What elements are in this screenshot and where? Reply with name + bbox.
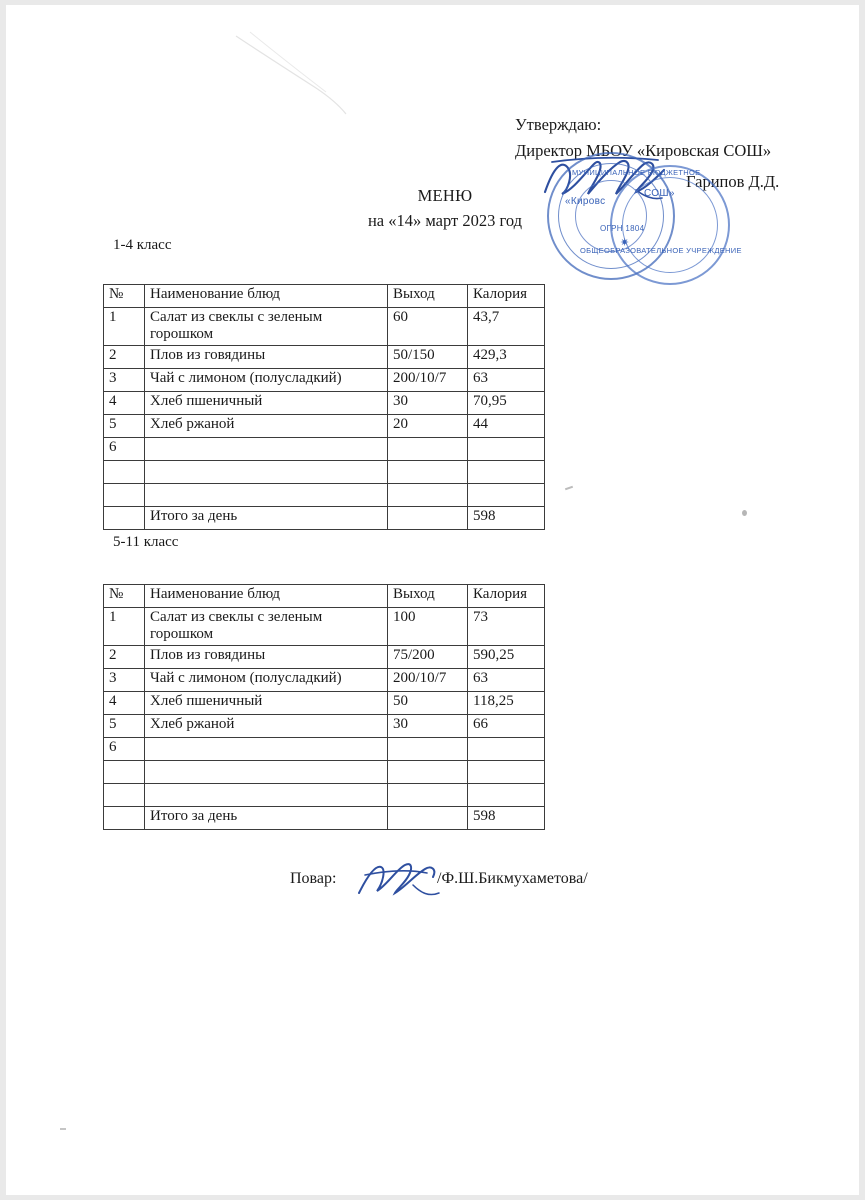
cell-calories [468,783,545,806]
cell-output: 20 [388,414,468,437]
cell-dish: Плов из говядины [145,645,388,668]
table-row [104,414,545,437]
cell-calories: 590,25 [468,645,545,668]
cell-dish: Хлеб ржаной [145,414,388,437]
page-title: МЕНЮ [417,186,473,205]
cell-dish [145,783,388,806]
column-header-calories: Калория [468,285,545,308]
total-output [388,806,468,829]
cell-output: 30 [388,714,468,737]
cell-calories [468,737,545,760]
table-header-row [104,585,545,608]
page-subtitle: на «14» март 2023 год [367,210,523,230]
cell-number: 3 [104,368,145,391]
table-row [104,737,545,760]
cook-label: Повар: [290,870,337,887]
cell-number: 1 [104,308,145,346]
approval-block [515,112,771,163]
cell-calories [468,437,545,460]
cell-number [104,760,145,783]
cell-number: 6 [104,437,145,460]
table-row [104,645,545,668]
cell-output: 50/150 [388,345,468,368]
cell-dish [145,760,388,783]
cell-number: 2 [104,345,145,368]
cell-number [104,483,145,506]
cell-calories [468,760,545,783]
stamp-org-left: «Кировс [565,196,606,207]
table-row [104,308,545,346]
table-header-row [104,285,545,308]
cell-number [104,806,145,829]
column-header-output: Выход [388,285,468,308]
scan-edge-bottom [0,1195,865,1200]
cell-calories: 44 [468,414,545,437]
cell-calories: 70,95 [468,391,545,414]
cell-output [388,760,468,783]
cell-calories: 73 [468,608,545,646]
column-header-calories: Калория [468,585,545,608]
table-row [104,668,545,691]
table-row [104,368,545,391]
scan-speck [742,510,747,516]
cell-output: 50 [388,691,468,714]
table-row [104,608,545,646]
table-row [104,437,545,460]
approval-line-2: Директор МБОУ «Кировская СОШ» [515,140,772,160]
cell-dish: Салат из свеклы с зеленым горошком [145,308,388,346]
cell-calories [468,483,545,506]
cell-dish [145,737,388,760]
cell-calories: 43,7 [468,308,545,346]
scan-edge-top [0,0,865,5]
cell-dish: Салат из свеклы с зеленым горошком [145,608,388,646]
approval-line-1: Утверждаю: [515,115,602,134]
column-header-dish: Наименование блюд [145,585,388,608]
cell-dish: Чай с лимоном (полусладкий) [145,668,388,691]
column-header-number: № [104,285,145,308]
column-header-dish: Наименование блюд [145,285,388,308]
table-row [104,483,545,506]
cell-number: 3 [104,668,145,691]
cell-output: 75/200 [388,645,468,668]
cell-dish: Хлеб пшеничный [145,691,388,714]
cell-calories: 63 [468,668,545,691]
cell-calories: 118,25 [468,691,545,714]
scan-speck [60,1128,66,1130]
table-row [104,391,545,414]
stamp-top-text: МУНИЦИПАЛЬНОЕ БЮДЖЕТНОЕ [572,168,701,177]
column-header-output: Выход [388,585,468,608]
cell-calories: 63 [468,368,545,391]
cell-output: 200/10/7 [388,668,468,691]
cell-number [104,506,145,529]
table-total-row [104,506,545,529]
cell-number [104,783,145,806]
total-label: Итого за день [145,506,388,529]
total-calories: 598 [468,506,545,529]
cell-number: 5 [104,714,145,737]
menu-table-grades-1-4 [103,284,545,530]
cell-output: 100 [388,608,468,646]
cell-number: 4 [104,391,145,414]
cell-output: 30 [388,391,468,414]
cook-name: /Ф.Ш.Бикмухаметова/ [437,870,588,887]
cell-number: 6 [104,737,145,760]
cell-dish: Хлеб ржаной [145,714,388,737]
cell-number: 5 [104,414,145,437]
cell-dish [145,460,388,483]
cell-output: 60 [388,308,468,346]
stamp-org-right: СОШ» [644,188,675,199]
cell-number [104,460,145,483]
table-row [104,760,545,783]
stamp-bottom-text: ОБЩЕОБРАЗОВАТЕЛЬНОЕ УЧРЕЖДЕНИЕ [580,246,742,255]
total-output [388,506,468,529]
cell-dish: Хлеб пшеничный [145,391,388,414]
table-row [104,714,545,737]
cell-output [388,460,468,483]
table-row [104,691,545,714]
cell-number: 4 [104,691,145,714]
cell-dish: Чай с лимоном (полусладкий) [145,368,388,391]
column-header-number: № [104,585,145,608]
table-row [104,460,545,483]
menu-table-grades-5-11 [103,584,545,830]
table-row [104,345,545,368]
scan-smudge-icon [230,30,360,120]
cell-output [388,737,468,760]
stamp-star-icon: ✷ [620,237,630,249]
table-total-row [104,806,545,829]
table-row [104,783,545,806]
cook-signature-icon [355,855,445,903]
stamp-inn-text: ОГРН 1804 [600,224,645,233]
cell-dish [145,437,388,460]
cell-output [388,437,468,460]
cell-dish [145,483,388,506]
director-name: Гарипов Д.Д. [686,172,780,191]
cell-output: 200/10/7 [388,368,468,391]
scan-speck [565,486,573,491]
cell-output [388,783,468,806]
cell-calories: 66 [468,714,545,737]
cell-output [388,483,468,506]
scan-edge-right [859,0,865,1200]
cell-calories [468,460,545,483]
section-label-1-4: 1-4 класс [113,237,172,253]
cell-number: 2 [104,645,145,668]
total-calories: 598 [468,806,545,829]
cell-number: 1 [104,608,145,646]
page-title-block [285,184,605,234]
cell-dish: Плов из говядины [145,345,388,368]
total-label: Итого за день [145,806,388,829]
cell-calories: 429,3 [468,345,545,368]
section-label-5-11: 5-11 класс [113,534,179,550]
scan-edge-left [0,0,6,1200]
